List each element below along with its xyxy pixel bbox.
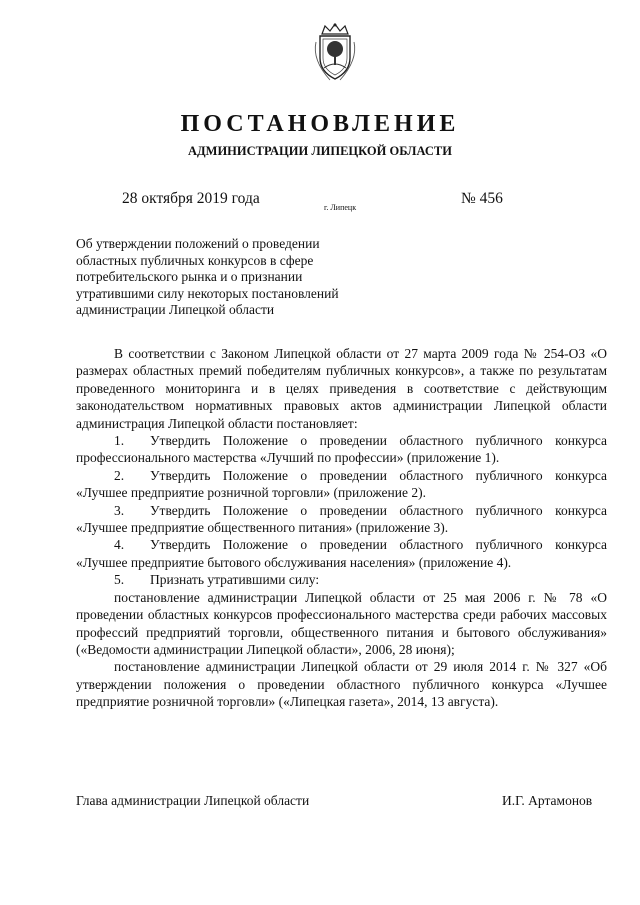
document-subject: [76, 236, 386, 319]
signatory-name: И.Г. Артамонов: [502, 793, 593, 808]
repealed-act-paragraph: постановление администрации Липецкой области от 29 июля 2014 г. № 327 «Об утверждении положения о проведении областного публичного конкурса «Лучшее предприятие розничной торговли» («Липецкая газета», 2014, 13 августа).: [76, 659, 607, 710]
document-type-title: ПОСТАНОВЛЕНИЕ: [180, 111, 460, 137]
numbered-item: [76, 502, 607, 537]
item-text: Признать утратившими силу:: [150, 572, 320, 588]
document-subject-line: потребительского рынка и о признании: [76, 269, 303, 285]
document-city: г. Липецк: [324, 203, 357, 212]
item-text: Утвердить Положение о проведении областного публичного конкурса «Лучшее предприятие розничной торговли» (приложение 2).: [76, 467, 607, 501]
item-text: Утвердить Положение о проведении областного публичного конкурса «Лучшее предприятие общественного питания» (приложение 3).: [76, 502, 607, 536]
signatory-position: Глава администрации Липецкой области: [76, 793, 310, 808]
repealed-act-paragraph: постановление администрации Липецкой области от 25 мая 2006 г. № 78 «О проведении областных конкурсов профессионального мастерства среди рабочих массовых профессий предприятий торговли, общественного питания и бытового обслуживания» («Ведомости администрации Липецкой области», 2006, 28 июня);: [76, 589, 607, 657]
item-number: 5.: [114, 572, 125, 588]
document-date: 28 октября 2019 года: [122, 190, 260, 207]
item-number: 1.: [114, 433, 125, 449]
item-text: Утвердить Положение о проведении областного публичного конкурса профессионального мастерства «Лучший по профессии» (приложение 1).: [76, 433, 607, 466]
document-subject-line: областных публичных конкурсов в сфере: [76, 252, 314, 268]
item-number: 4.: [114, 537, 125, 553]
document-subject-line: Об утверждении положений о проведении: [76, 236, 320, 251]
document-body: [76, 345, 607, 711]
numbered-item: [76, 536, 607, 571]
preamble-paragraph: В соответствии с Законом Липецкой области от 27 марта 2009 года № 254-ОЗ «О размерах областных премий победителям публичных конкурсов», а также по результатам проведенного мониторинга и в целях приведения в соответствие с действующим законодательством нормативных правовых актов администрации Липецкой области администрация Липецкой области постановляет:: [76, 346, 607, 431]
document-subject-line: утратившими силу некоторых постановлений: [76, 285, 339, 301]
item-number: 3.: [114, 502, 125, 518]
document-number: № 456: [461, 190, 503, 207]
issuing-authority: АДМИНИСТРАЦИИ ЛИПЕЦКОЙ ОБЛАСТИ: [188, 144, 452, 158]
item-number: 2.: [114, 467, 125, 483]
numbered-item: [76, 571, 607, 588]
numbered-item: [76, 432, 607, 467]
document-subject-line: администрации Липецкой области: [76, 302, 275, 318]
numbered-item: [76, 467, 607, 502]
coat-of-arms-icon: [310, 22, 360, 82]
item-text: Утвердить Положение о проведении областного публичного конкурса «Лучшее предприятие бытового обслуживания населения» (приложение 4).: [76, 537, 607, 570]
